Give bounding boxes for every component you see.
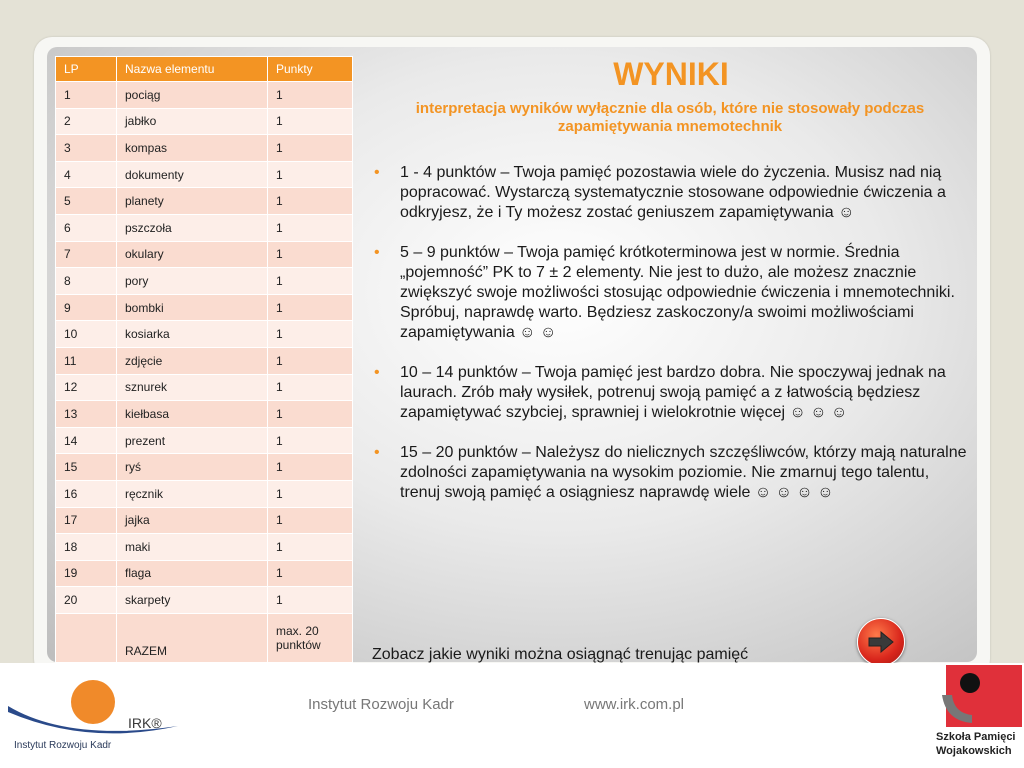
table-row: [56, 480, 353, 507]
cell-name: sznurek: [117, 374, 268, 401]
page-title: WYNIKI: [613, 56, 729, 92]
table-row: [56, 135, 353, 162]
table-row: [56, 347, 353, 374]
arrow-right-icon: [867, 631, 895, 653]
results-table: [55, 56, 353, 663]
cell-name: maki: [117, 534, 268, 561]
footer-url[interactable]: www.irk.com.pl: [584, 696, 685, 713]
table-row: [56, 507, 353, 534]
irk-logo-subtext: Instytut Rozwoju Kadr: [14, 740, 112, 751]
footer-institute: Instytut Rozwoju Kadr: [308, 696, 454, 713]
header-lp: LP: [56, 57, 117, 82]
results-bullet-list: [372, 163, 970, 523]
cell-lp: 6: [56, 214, 117, 241]
page-subtitle: interpretacja wyników wyłącznie dla osób, które nie stosowały podczas zapamiętywania mnemotechnik: [415, 100, 925, 135]
cell-lp: 8: [56, 268, 117, 295]
header-points: Punkty: [268, 57, 353, 82]
cell-points: 1: [268, 268, 353, 295]
cell-name: jajka: [117, 507, 268, 534]
cell-lp: [56, 613, 117, 662]
cell-points: 1: [268, 188, 353, 215]
cell-points: 1: [268, 321, 353, 348]
cell-lp: 1: [56, 82, 117, 109]
cell-points: 1: [268, 401, 353, 428]
table-row: [56, 188, 353, 215]
irk-logo-text: IRK®: [128, 715, 162, 731]
cell-name: okulary: [117, 241, 268, 268]
cell-points: 1: [268, 480, 353, 507]
cell-points: 1: [268, 534, 353, 561]
cell-points: 1: [268, 135, 353, 162]
table-row: [56, 108, 353, 135]
cell-lp: 18: [56, 534, 117, 561]
cell-lp: 19: [56, 560, 117, 587]
table-row: [56, 401, 353, 428]
cell-points: 1: [268, 241, 353, 268]
cell-name: ryś: [117, 454, 268, 481]
cell-points: 1: [268, 560, 353, 587]
cell-name: flaga: [117, 560, 268, 587]
total-points: max. 20 punktów: [268, 613, 353, 662]
bullet-item: • 15 – 20 punktów – Należysz do nielicznych szczęśliwców, którzy mają naturalne zdolności zapamiętywania na wysokim poziomie. Nie zmarnuj tego talentu, trenuj swoją pamięć a osiągniesz naprawdę wiele ☺ ☺ ☺ ☺: [372, 443, 970, 503]
cell-name: ręcznik: [117, 480, 268, 507]
table-row: [56, 560, 353, 587]
cell-lp: 5: [56, 188, 117, 215]
cell-points: 1: [268, 427, 353, 454]
table-row: [56, 587, 353, 614]
cell-lp: 15: [56, 454, 117, 481]
table-row: [56, 161, 353, 188]
table-row: [56, 82, 353, 109]
cell-name: pszczoła: [117, 214, 268, 241]
table-total-row: [56, 613, 353, 662]
table-row: [56, 268, 353, 295]
cell-name: pory: [117, 268, 268, 295]
cell-name: zdjęcie: [117, 347, 268, 374]
szkola-pamieci-logo-text: Szkoła Pamięci Wojakowskich: [936, 731, 1016, 757]
cell-points: 1: [268, 587, 353, 614]
header-name: Nazwa elementu: [117, 57, 268, 82]
table-row: [56, 214, 353, 241]
bullet-item: • 10 – 14 punktów – Twoja pamięć jest bardzo dobra. Nie spoczywaj jednak na laurach. Zrób mały wysiłek, potrenuj swoją pamięć a z łatwością będziesz zapamiętywać szybciej, sprawniej i wielokrotnie więcej ☺ ☺ ☺: [372, 363, 970, 423]
cell-name: jabłko: [117, 108, 268, 135]
next-button[interactable]: [857, 618, 905, 666]
cell-points: 1: [268, 214, 353, 241]
cell-name: kiełbasa: [117, 401, 268, 428]
cell-points: 1: [268, 454, 353, 481]
table-row: [56, 294, 353, 321]
cell-lp: 11: [56, 347, 117, 374]
cell-lp: 12: [56, 374, 117, 401]
cell-name: planety: [117, 188, 268, 215]
cell-lp: 9: [56, 294, 117, 321]
cell-name: prezent: [117, 427, 268, 454]
cell-name: pociąg: [117, 82, 268, 109]
cell-points: 1: [268, 294, 353, 321]
table-row: [56, 374, 353, 401]
cell-lp: 7: [56, 241, 117, 268]
cell-lp: 13: [56, 401, 117, 428]
cell-points: 1: [268, 108, 353, 135]
table-row: [56, 534, 353, 561]
bullet-item: • 1 - 4 punktów – Twoja pamięć pozostawia wiele do życzenia. Musisz nad nią popracować. Wystarczą systematycznie stosowane odpowiednie ćwiczenia a odkryjesz, że i Ty możesz zostać geniuszem zapamiętywania ☺: [372, 163, 970, 223]
cell-lp: 17: [56, 507, 117, 534]
cell-lp: 14: [56, 427, 117, 454]
cell-lp: 3: [56, 135, 117, 162]
cell-lp: 2: [56, 108, 117, 135]
cell-lp: 4: [56, 161, 117, 188]
table-row: [56, 427, 353, 454]
cell-name: skarpety: [117, 587, 268, 614]
table-body: [56, 82, 353, 663]
table-header-row: [56, 57, 353, 82]
table-row: [56, 241, 353, 268]
cell-name: dokumenty: [117, 161, 268, 188]
cell-points: 1: [268, 507, 353, 534]
table-row: [56, 454, 353, 481]
table-row: [56, 321, 353, 348]
cell-lp: 16: [56, 480, 117, 507]
cell-points: 1: [268, 82, 353, 109]
cell-lp: 10: [56, 321, 117, 348]
total-label: RAZEM: [117, 613, 268, 662]
cell-name: bombki: [117, 294, 268, 321]
bullet-item: • 5 – 9 punktów – Twoja pamięć krótkoterminowa jest w normie. Średnia „pojemność” PK to 7 ± 2 elementy. Nie jest to dużo, ale możesz znacznie zwiększyć swoje możliwości stosując odpowiednie ćwiczenia i mnemotechniki. Spróbuj, naprawdę warto. Będziesz zaskoczony/a swoimi możliwościami zapamiętywania ☺ ☺: [372, 243, 970, 343]
cell-points: 1: [268, 347, 353, 374]
cell-name: kosiarka: [117, 321, 268, 348]
cell-points: 1: [268, 374, 353, 401]
cell-points: 1: [268, 161, 353, 188]
training-link-text: Zobacz jakie wyniki można osiągnąć trenując pamięć: [372, 646, 749, 663]
cell-name: kompas: [117, 135, 268, 162]
cell-lp: 20: [56, 587, 117, 614]
